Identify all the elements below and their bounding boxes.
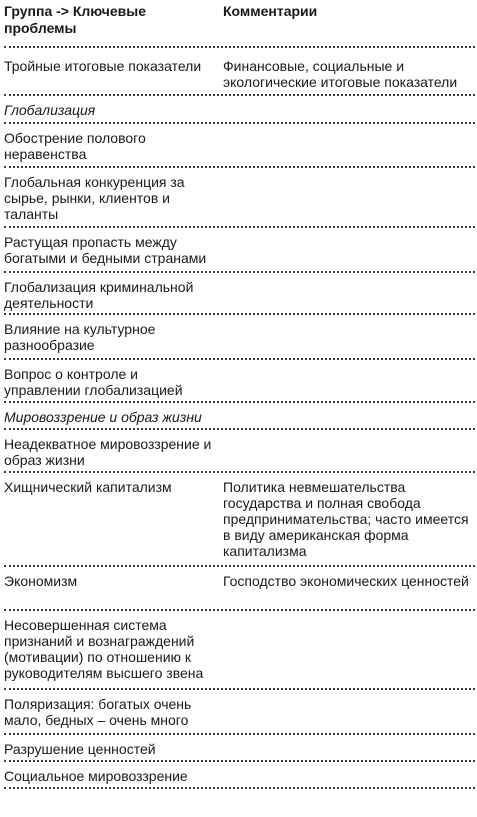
row-group-cell: Социальное мировоззрение — [4, 768, 188, 784]
row-comment-cell — [223, 130, 473, 166]
table-row — [4, 567, 475, 611]
row-group-cell: Неадекватное мировоззрение и образ жизни — [4, 436, 212, 468]
section-row — [4, 403, 475, 430]
row-comment-cell — [223, 234, 473, 271]
table-row — [4, 124, 475, 168]
table-row — [4, 168, 475, 228]
row-group-cell: Вопрос о контроле и управлении глобализацией — [4, 366, 183, 398]
row-comment-cell — [223, 768, 473, 787]
table-row — [4, 690, 475, 735]
section-title: Мировоззрение и образ жизни — [4, 409, 202, 425]
row-comment-cell — [223, 174, 473, 226]
table-row — [4, 430, 475, 473]
row-comment-cell: Финансовые, социальные и экологические итоговые показатели — [223, 58, 458, 90]
row-group-cell: Глобальная конкуренция за сырье, рынки, клиентов и таланты — [4, 174, 185, 222]
row-comment-cell — [223, 102, 473, 122]
row-group-cell: Тройные итоговые показатели — [4, 58, 202, 74]
table-row — [4, 473, 475, 567]
row-group-cell: Обострение полового неравенства — [4, 130, 146, 162]
section-title: Глобализация — [4, 102, 96, 118]
row-comment-cell — [223, 741, 473, 760]
row-comment-cell — [223, 279, 473, 313]
table-row — [4, 228, 475, 273]
row-group-cell: Поляризация: богатых очень мало, бедных – очень много — [4, 696, 192, 728]
row-comment-cell — [223, 436, 473, 471]
row-comment-cell — [223, 696, 473, 733]
row-group-cell: Разрушение ценностей — [4, 741, 156, 757]
table-row — [4, 273, 475, 315]
row-group-cell: Хищнический капитализм — [4, 479, 172, 495]
row-comment-cell — [223, 321, 473, 358]
row-group-cell: Несовершенная система признаний и вознаграждений (мотивации) по отношению к руководителям высшего звена — [4, 617, 204, 681]
row-comment-cell: Господство экономических ценностей — [223, 573, 469, 589]
header-comments: Комментарии — [223, 3, 318, 19]
table-row — [4, 735, 475, 762]
table-row — [4, 611, 475, 690]
table-row — [4, 315, 475, 360]
table-row — [4, 48, 475, 96]
row-comment-cell — [223, 617, 473, 688]
table-header — [4, 0, 475, 48]
row-group-cell: Экономизм — [4, 573, 78, 589]
table-row — [4, 762, 475, 789]
row-group-cell: Глобализация криминальной деятельности — [4, 279, 194, 311]
table-row — [4, 360, 475, 403]
row-group-cell: Растущая пропасть между богатыми и бедными странами — [4, 234, 207, 266]
row-comment-cell — [223, 366, 473, 401]
header-group-key-problems: Группа -> Ключевые проблемы — [4, 3, 146, 36]
row-group-cell: Влияние на культурное разнообразие — [4, 321, 156, 353]
row-comment-cell: Политика невмешательства государства и полная свобода предпринимательства; часто имеется в виду американская форма капитализма — [223, 479, 469, 559]
section-row — [4, 96, 475, 124]
row-comment-cell — [223, 409, 473, 428]
